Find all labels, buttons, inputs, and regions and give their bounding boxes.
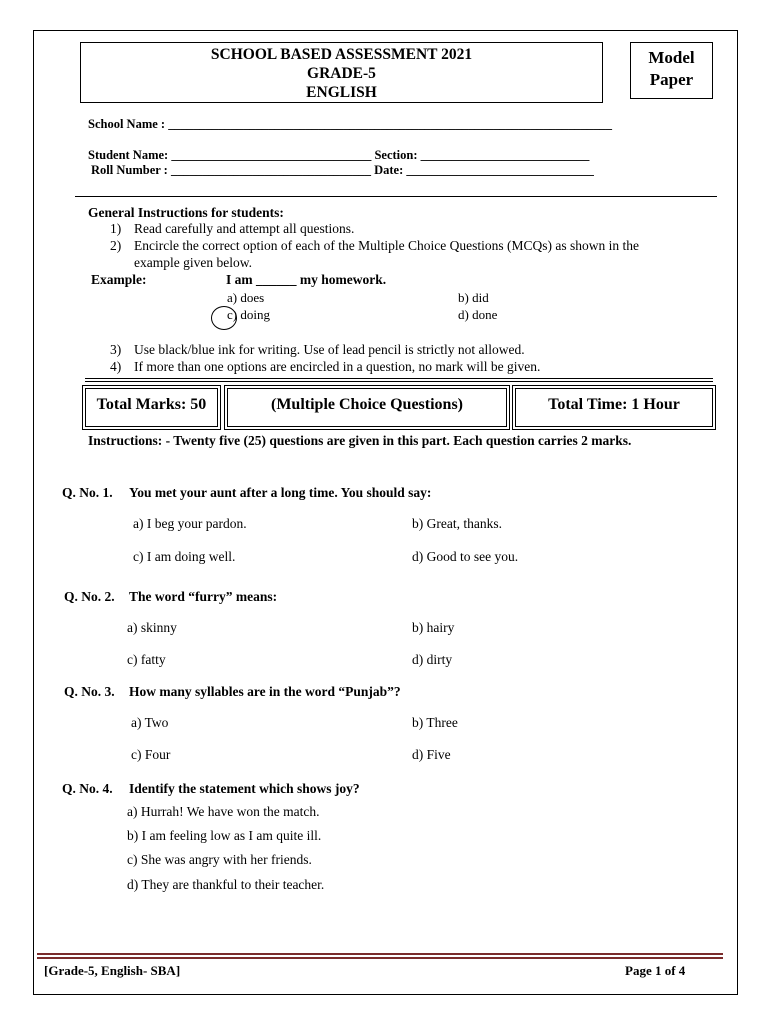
question-1-option-a[interactable]: a) I beg your pardon. — [133, 516, 247, 531]
question-2-option-d[interactable]: d) dirty — [412, 652, 453, 667]
school-name-field: School Name : _______________________________________________________________________ — [88, 117, 612, 131]
question-3-label: Q. No. 3. — [64, 684, 115, 699]
question-2-label: Q. No. 2. — [64, 589, 115, 604]
section-title-box: (Multiple Choice Questions) — [227, 388, 507, 427]
model-paper-box — [630, 42, 713, 99]
footer-left: [Grade-5, English- SBA] — [44, 963, 181, 978]
question-4-option-b[interactable]: b) I am feeling low as I am quite ill. — [127, 828, 322, 843]
question-1-option-b[interactable]: b) Great, thanks. — [412, 516, 502, 531]
instruction-4: 4) If more than one options are encircled in a question, no mark will be given. — [110, 359, 541, 374]
example-option-c: c) doing — [227, 307, 270, 322]
question-2-text: The word “furry” means: — [129, 589, 278, 604]
question-1-text: You met your aunt after a long time. You should say: — [129, 485, 432, 500]
model-label: Model — [648, 48, 695, 67]
instruction-2: 2) Encircle the correct option of each of the Multiple Choice Questions (MCQs) as shown in the — [110, 238, 639, 253]
paper-label: Paper — [649, 70, 694, 89]
question-1-option-c[interactable]: c) I am doing well. — [133, 549, 236, 564]
page-number: Page 1 of 4 — [625, 963, 686, 978]
question-4-label: Q. No. 4. — [62, 781, 113, 796]
question-3-option-d[interactable]: d) Five — [412, 747, 451, 762]
question-1-option-d[interactable]: d) Good to see you. — [412, 549, 519, 564]
question-4-option-c[interactable]: c) She was angry with her friends. — [127, 852, 312, 867]
instruction-3: 3) Use black/blue ink for writing. Use of lead pencil is strictly not allowed. — [110, 342, 525, 357]
example-option-b: b) did — [458, 290, 489, 305]
footer-divider — [37, 953, 723, 959]
part-instructions: Instructions: - Twenty five (25) questions are given in this part. Each question carries 2 marks. — [88, 433, 632, 448]
question-2-option-c[interactable]: c) fatty — [127, 652, 166, 667]
question-4-option-d[interactable]: d) They are thankful to their teacher. — [127, 877, 325, 892]
title-box — [80, 42, 603, 103]
section-divider — [85, 378, 713, 382]
subject-title: ENGLISH — [306, 84, 377, 101]
instructions-heading: General Instructions for students: — [88, 205, 284, 220]
total-time-box: Total Time: 1 Hour — [515, 388, 713, 427]
question-3-option-a[interactable]: a) Two — [131, 715, 169, 730]
question-4-text: Identify the statement which shows joy? — [129, 781, 360, 796]
example-option-d: d) done — [458, 307, 498, 322]
question-3-text: How many syllables are in the word “Punjab”? — [129, 684, 401, 699]
question-3-option-b[interactable]: b) Three — [412, 715, 458, 730]
assessment-title: SCHOOL BASED ASSESSMENT 2021 — [210, 46, 473, 63]
example-option-a: a) does — [227, 290, 265, 305]
question-1-label: Q. No. 1. — [62, 485, 113, 500]
question-2-option-b[interactable]: b) hairy — [412, 620, 455, 635]
example-sentence: I am ______ my homework. — [226, 272, 387, 287]
instruction-2-cont: example given below. — [134, 255, 252, 270]
encircle-mark-icon — [211, 306, 237, 330]
total-marks-box: Total Marks: 50 — [85, 388, 218, 427]
question-4-option-a[interactable]: a) Hurrah! We have won the match. — [127, 804, 320, 819]
question-2-option-a[interactable]: a) skinny — [127, 620, 177, 635]
instruction-1: 1) Read carefully and attempt all questions. — [110, 221, 355, 236]
roll-number-field: Roll Number : ________________________________ Date: ______________________________ — [91, 163, 594, 177]
question-3-option-c[interactable]: c) Four — [131, 747, 171, 762]
header-divider — [75, 196, 717, 197]
example-label: Example: — [91, 272, 147, 287]
student-name-field: Student Name: ________________________________ Section: ___________________________ — [88, 148, 590, 162]
grade-title: GRADE-5 — [307, 65, 376, 82]
